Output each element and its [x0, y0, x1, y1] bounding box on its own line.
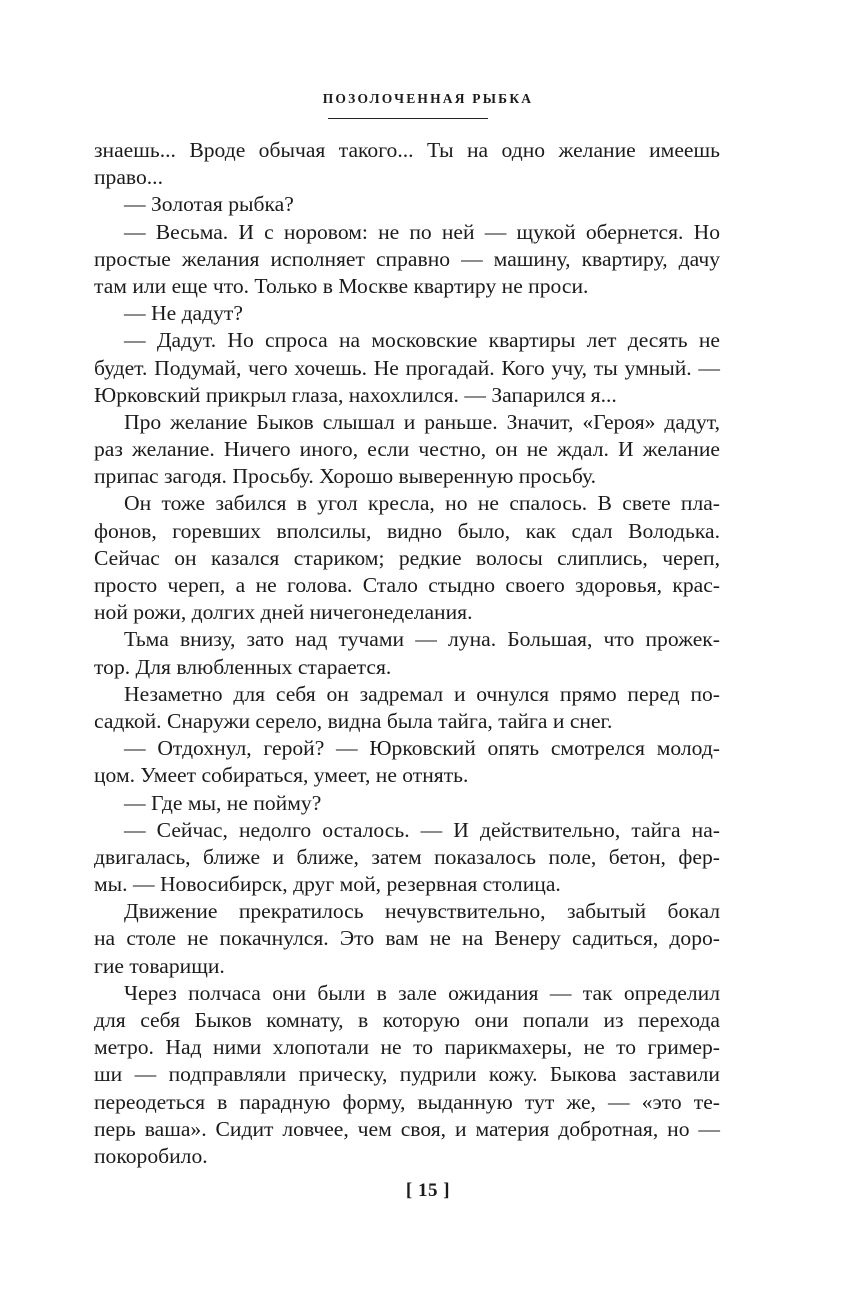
text-line: раз желание. Ничего иного, если честно, он не ждал. И желание: [94, 437, 720, 462]
text-line: простые желания исполняет справно — машину, квартиру, дачу: [94, 246, 720, 271]
text-line: на столе не покачнулся. Это вам не на Венеру садиться, доро-: [94, 926, 720, 951]
text-line: фонов, горевших вполсилы, видно было, как сдал Володька.: [94, 518, 720, 543]
text-line: гие товарищи.: [94, 953, 225, 978]
text-line: знаешь... Вроде обычая такого... Ты на одно желание имеешь: [94, 138, 720, 162]
text-line: припас загодя. Просьбу. Хорошо выверенную просьбу.: [94, 464, 597, 489]
text-line: покоробило.: [94, 1143, 208, 1168]
text-line: Движение прекратилось нечувствительно, забытый бокал: [124, 899, 720, 924]
body-text: [94, 137, 720, 1170]
text-line: — Дадут. Но спроса на московские квартиры лет десять не: [124, 328, 720, 353]
text-line: метро. Над ними хлопотали не то парикмахеры, не то гример-: [94, 1035, 720, 1060]
text-line: — Сейчас, недолго осталось. — И действительно, тайга на-: [124, 817, 720, 842]
running-title: ПОЗОЛОЧЕННАЯ РЫБКА: [322, 91, 534, 106]
text-line: перь ваша». Сидит ловчее, чем своя, и материя добротная, но —: [94, 1116, 720, 1141]
text-line: ной рожи, долгих дней ничегонеделания.: [94, 600, 473, 625]
text-line: Незаметно для себя он задремал и очнулся прямо перед по-: [124, 681, 720, 706]
text-line: будет. Подумай, чего хочешь. Не прогадай. Кого учу, ты умный. —: [94, 355, 720, 380]
text-line: цом. Умеет собираться, умеет, не отнять.: [94, 763, 469, 788]
page-number: [ 15 ]: [405, 1180, 451, 1201]
header-rule: [328, 118, 488, 119]
text-line: садкой. Снаружи серело, видна была тайга, тайга и снег.: [94, 708, 613, 733]
text-line: переодеться в парадную форму, выданную тут же, — «это те-: [94, 1089, 720, 1114]
text-line: — Где мы, не пойму?: [124, 790, 322, 815]
text-line: тор. Для влюбленных старается.: [94, 654, 392, 679]
text-line: Про желание Быков слышал и раньше. Значит, «Героя» дадут,: [124, 409, 720, 434]
text-line: — Золотая рыбка?: [124, 192, 294, 217]
text-line: — Весьма. И с норовом: не по ней — щукой обернется. Но: [124, 219, 720, 244]
text-line: там или еще что. Только в Москве квартиру не проси.: [94, 273, 589, 298]
text-line: просто череп, а не голова. Стало стыдно своего здоровья, крас-: [94, 573, 720, 597]
text-line: Сейчас он казался стариком; редкие волосы слиплись, череп,: [94, 545, 720, 570]
text-line: ши — подправляли прическу, пудрили кожу. Быкова заставили: [94, 1062, 720, 1087]
text-line: — Не дадут?: [124, 301, 243, 326]
text-line: двигалась, ближе и ближе, затем показалось поле, бетон, фер-: [94, 844, 720, 869]
text-line: — Отдохнул, герой? — Юрковский опять смотрелся молод-: [124, 736, 720, 761]
text-line: Через полчаса они были в зале ожидания — так определил: [124, 980, 720, 1005]
text-line: право...: [94, 165, 163, 190]
text-line: Он тоже забился в угол кресла, но не спалось. В свете пла-: [124, 491, 720, 516]
text-line: Юрковский прикрыл глаза, нахохлился. — Запарился я...: [94, 382, 617, 407]
text-line: мы. — Новосибирск, друг мой, резервная столица.: [94, 872, 561, 897]
text-line: Тьма внизу, зато над тучами — луна. Большая, что прожек-: [124, 627, 720, 652]
text-line: для себя Быков комнату, в которую они попали из перехода: [94, 1008, 720, 1032]
